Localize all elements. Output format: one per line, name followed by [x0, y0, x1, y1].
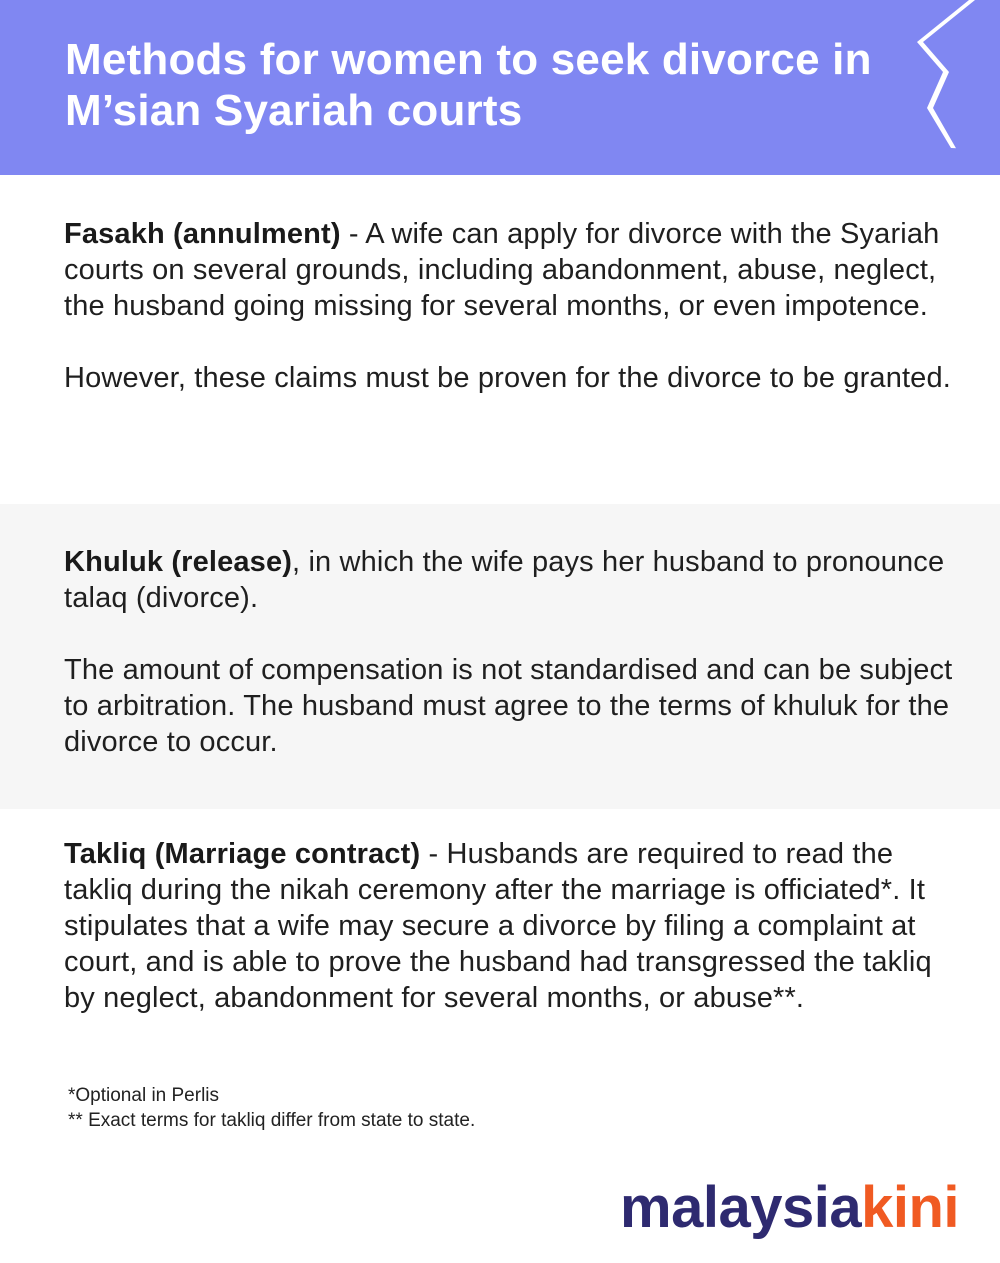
footnotes — [68, 1083, 868, 1133]
page-title: Methods for women to seek divorce in M’sian Syariah courts — [65, 35, 872, 135]
section-fasakh — [0, 175, 1000, 504]
malaysiakini-logo — [620, 1170, 980, 1245]
fasakh-detail: However, these claims must be proven for the divorce to be granted. — [64, 362, 951, 394]
footnote-perlis: *Optional in Perlis — [68, 1085, 220, 1106]
header-banner — [0, 0, 1000, 175]
term-takliq: Takliq (Marriage contract) — [64, 838, 421, 870]
khuluk-lead-text: , in which the wife pays her husband to pronounce talaq (divorce). — [64, 546, 945, 614]
section-takliq — [0, 809, 1000, 1071]
takliq-description — [64, 836, 959, 1016]
khuluk-description — [64, 544, 964, 616]
section-khuluk — [0, 504, 1000, 809]
fasakh-description — [64, 216, 964, 324]
torn-edge-icon — [905, 0, 1000, 150]
khuluk-detail: The amount of compensation is not standardised and can be subject to arbitration. The husband must agree to the terms of khuluk for the divorce to occur. — [64, 654, 953, 758]
logo-part-kini: kini — [861, 1175, 960, 1240]
term-khuluk: Khuluk (release) — [64, 546, 293, 578]
term-fasakh: Fasakh (annulment) — [64, 218, 341, 250]
logo-part-malaysia: malaysia — [620, 1175, 862, 1240]
footnote-takliq-terms: ** Exact terms for takliq differ from state to state. — [68, 1110, 476, 1131]
fasakh-lead-text: - A wife can apply for divorce with the Syariah courts on several grounds, including abandonment, abuse, neglect, the husband going missing for several months, or even impotence. — [64, 218, 940, 322]
takliq-lead-text: - Husbands are required to read the takliq during the nikah ceremony after the marriage is officiated*. It stipulates that a wife may secure a divorce by filing a complaint at court, and is able to prove the husband had transgressed the takliq by neglect, abandonment for several months, or abuse**. — [64, 838, 932, 1014]
